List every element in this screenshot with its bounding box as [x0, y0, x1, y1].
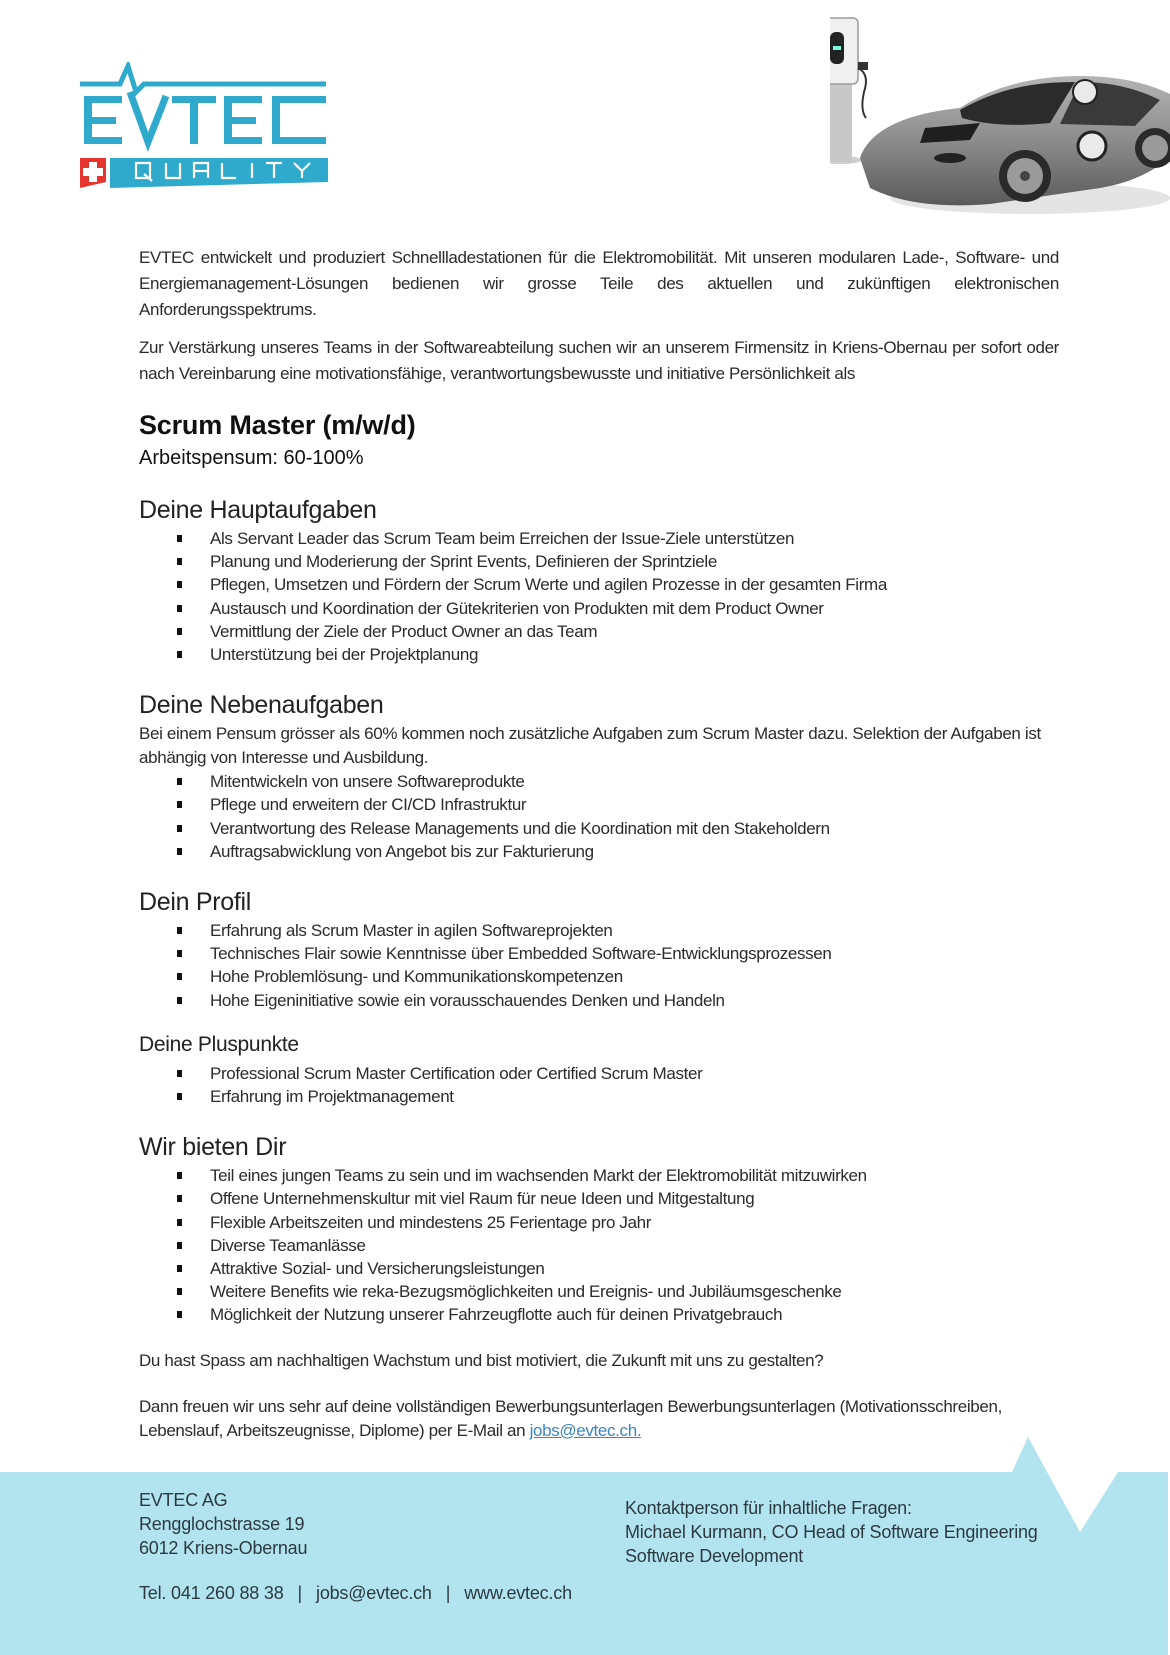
list-item: [139, 620, 1059, 643]
list-item: [139, 1085, 1059, 1108]
logo-letter-e2: [224, 96, 262, 144]
bullet-icon: [177, 558, 182, 565]
contact-person: Michael Kurmann, CO Head of Software Engineering: [625, 1522, 1038, 1542]
list-item-text: Planung und Moderierung der Sprint Events, Definieren der Sprintziele: [210, 552, 717, 572]
job-posting-body: [139, 245, 1059, 1443]
intro-paragraph-1: EVTEC entwickelt und produziert Schnellladestationen für die Elektromobilität. Mit unseren modularen Lade-, Software- und Energiemanagement-Lösungen bedienen wir grosse Teile des aktuellen und zukünftigen elektronischen Anforderungsspektrums.: [139, 248, 1059, 319]
list-item-text: Teil eines jungen Teams zu sein und im wachsenden Markt der Elektromobilität mitzuwirken: [210, 1166, 867, 1186]
bullet-icon: [177, 950, 182, 957]
ev-charger-car-illustration: [830, 8, 1170, 223]
list-item: [139, 1257, 1059, 1280]
plus-points-list: [139, 1062, 1059, 1108]
list-item: [139, 1211, 1059, 1234]
list-item-text: Technisches Flair sowie Kenntnisse über Embedded Software-Entwicklungsprozessen: [210, 944, 832, 964]
list-item: [139, 1062, 1059, 1085]
we-offer-list: [139, 1164, 1059, 1326]
closing-question: Du hast Spass am nachhaltigen Wachstum und bist motiviert, die Zukunft mit uns zu gestalten?: [139, 1350, 824, 1370]
separator: |: [445, 1583, 451, 1603]
list-item: [139, 840, 1059, 863]
charging-station-icon: [830, 18, 868, 164]
bullet-icon: [177, 1172, 182, 1179]
list-item: [139, 1280, 1059, 1303]
list-item-text: Unterstützung bei der Projektplanung: [210, 645, 479, 665]
bullet-icon: [177, 628, 182, 635]
list-item-text: Austausch und Koordination der Gütekriterien von Produkten mit dem Product Owner: [210, 598, 824, 618]
bullet-icon: [177, 778, 182, 785]
list-item-text: Möglichkeit der Nutzung unserer Fahrzeugflotte auch für deinen Privatgebrauch: [210, 1305, 783, 1325]
list-item-text: Attraktive Sozial- und Versicherungsleistungen: [210, 1259, 545, 1279]
list-item-text: Erfahrung als Scrum Master in agilen Softwareprojekten: [210, 921, 613, 941]
list-item: [139, 770, 1059, 793]
job-title: Scrum Master (m/w/d): [139, 410, 416, 440]
bullet-icon: [177, 535, 182, 542]
company-address: [139, 1488, 307, 1560]
main-tasks-list: [139, 527, 1059, 666]
list-item: [139, 817, 1059, 840]
side-tasks-list: [139, 770, 1059, 863]
bullet-icon: [177, 848, 182, 855]
bullet-icon: [177, 801, 182, 808]
list-item: [139, 919, 1059, 942]
list-item-text: Hohe Problemlösung- und Kommunikationskompetenzen: [210, 967, 623, 987]
list-item-text: Offene Unternehmenskultur mit viel Raum für neue Ideen und Mitgestaltung: [210, 1189, 755, 1209]
section-title-we-offer: Wir bieten Dir: [139, 1133, 287, 1162]
separator: |: [297, 1583, 303, 1603]
footer-phone[interactable]: Tel. 041 260 88 38: [139, 1583, 284, 1603]
swiss-cross-icon: [80, 158, 106, 188]
evtec-quality-logo: [80, 62, 346, 192]
list-item: [139, 550, 1059, 573]
list-item-text: Professional Scrum Master Certification oder Certified Scrum Master: [210, 1063, 703, 1083]
list-item-text: Vermittlung der Ziele der Product Owner an das Team: [210, 621, 598, 641]
list-item: [139, 597, 1059, 620]
list-item-text: Weitere Benefits wie reka-Bezugsmöglichkeiten und Ereignis- und Jubiläumsgeschenke: [210, 1282, 842, 1302]
list-item: [139, 942, 1059, 965]
list-item-text: Pflege und erweitern der CI/CD Infrastruktur: [210, 795, 527, 815]
section-title-main-tasks: Deine Hauptaufgaben: [139, 496, 377, 524]
bullet-icon: [177, 927, 182, 934]
section-title-side-tasks: Deine Nebenaufgaben: [139, 691, 384, 720]
logo-letter-e: [84, 96, 122, 144]
side-tasks-intro: Bei einem Pensum grösser als 60% kommen noch zusätzliche Aufgaben zum Scrum Master dazu. Selektion der Aufgaben ist abhängig von Interesse und Ausbildung.: [139, 724, 1041, 768]
logo-letter-t: [172, 96, 216, 144]
bullet-icon: [177, 651, 182, 658]
list-item: [139, 965, 1059, 988]
list-item: [139, 573, 1059, 596]
list-item: [139, 1164, 1059, 1187]
list-item: [139, 1187, 1059, 1210]
logo-letter-c: [272, 96, 326, 144]
profile-list: [139, 919, 1059, 1012]
list-item-text: Diverse Teamanlässe: [210, 1235, 366, 1255]
bullet-icon: [177, 973, 182, 980]
bullet-icon: [177, 825, 182, 832]
bullet-icon: [177, 1265, 182, 1272]
footer-contact-line: [139, 1583, 572, 1604]
company-city: 6012 Kriens-Obernau: [139, 1538, 308, 1558]
contact-person-block: [625, 1496, 1038, 1568]
closing-apply-text: Dann freuen wir uns sehr auf deine vollständigen Bewerbungsunterlagen Bewerbungsunterlagen (Motivationsschreiben, Lebenslauf, Arbeitszeugnisse, Diplome) per E-Mail an: [139, 1396, 1002, 1440]
list-item-text: Flexible Arbeitszeiten und mindestens 25 Ferientage pro Jahr: [210, 1212, 652, 1232]
bullet-icon: [177, 1288, 182, 1295]
sports-car-icon: [860, 76, 1170, 214]
list-item: [139, 527, 1059, 550]
logo-pulse-line: [80, 66, 326, 92]
list-item: [139, 1303, 1059, 1326]
list-item: [139, 989, 1059, 1012]
bullet-icon: [177, 1242, 182, 1249]
list-item-text: Verantwortung des Release Managements und die Koordination mit den Stakeholdern: [210, 818, 830, 838]
bullet-icon: [177, 997, 182, 1004]
apply-email-link[interactable]: jobs@evtec.ch.: [529, 1420, 642, 1440]
list-item-text: Hohe Eigeninitiative sowie ein vorausschauendes Denken und Handeln: [210, 990, 725, 1010]
list-item-text: Erfahrung im Projektmanagement: [210, 1087, 454, 1107]
list-item-text: Auftragsabwicklung von Angebot bis zur Fakturierung: [210, 841, 594, 861]
list-item: [139, 1234, 1059, 1257]
list-item-text: Pflegen, Umsetzen und Fördern der Scrum Werte und agilen Prozesse in der gesamten Firma: [210, 575, 887, 595]
intro-paragraph-2: Zur Verstärkung unseres Teams in der Softwareabteilung suchen wir an unserem Firmensitz in Kriens-Obernau per sofort oder nach Vereinbarung eine motivationsfähige, verantwortungsbewusste und initiative Persönlichkeit als: [139, 338, 1059, 383]
contact-department: Software Development: [625, 1546, 804, 1566]
section-title-profile: Dein Profil: [139, 888, 252, 917]
bullet-icon: [177, 1195, 182, 1202]
footer-email[interactable]: jobs@evtec.ch: [316, 1583, 432, 1603]
list-item-text: Als Servant Leader das Scrum Team beim Erreichen der Issue-Ziele unterstützen: [210, 529, 795, 548]
footer-website[interactable]: www.evtec.ch: [464, 1583, 572, 1603]
job-workload: Arbeitspensum: 60-100%: [139, 447, 364, 469]
logo-letter-v: [130, 92, 166, 142]
contact-label: Kontaktperson für inhaltliche Fragen:: [625, 1498, 912, 1518]
company-name: EVTEC AG: [139, 1490, 228, 1510]
bullet-icon: [177, 1070, 182, 1077]
bullet-icon: [177, 1311, 182, 1318]
bullet-icon: [177, 581, 182, 588]
bullet-icon: [177, 1093, 182, 1100]
list-item-text: Mitentwickeln von unsere Softwareprodukte: [210, 772, 525, 792]
section-title-plus-points: Deine Pluspunkte: [139, 1032, 299, 1056]
list-item: [139, 793, 1059, 816]
company-street: Rengglochstrasse 19: [139, 1514, 305, 1534]
list-item: [139, 643, 1059, 666]
bullet-icon: [177, 1219, 182, 1226]
bullet-icon: [177, 605, 182, 612]
